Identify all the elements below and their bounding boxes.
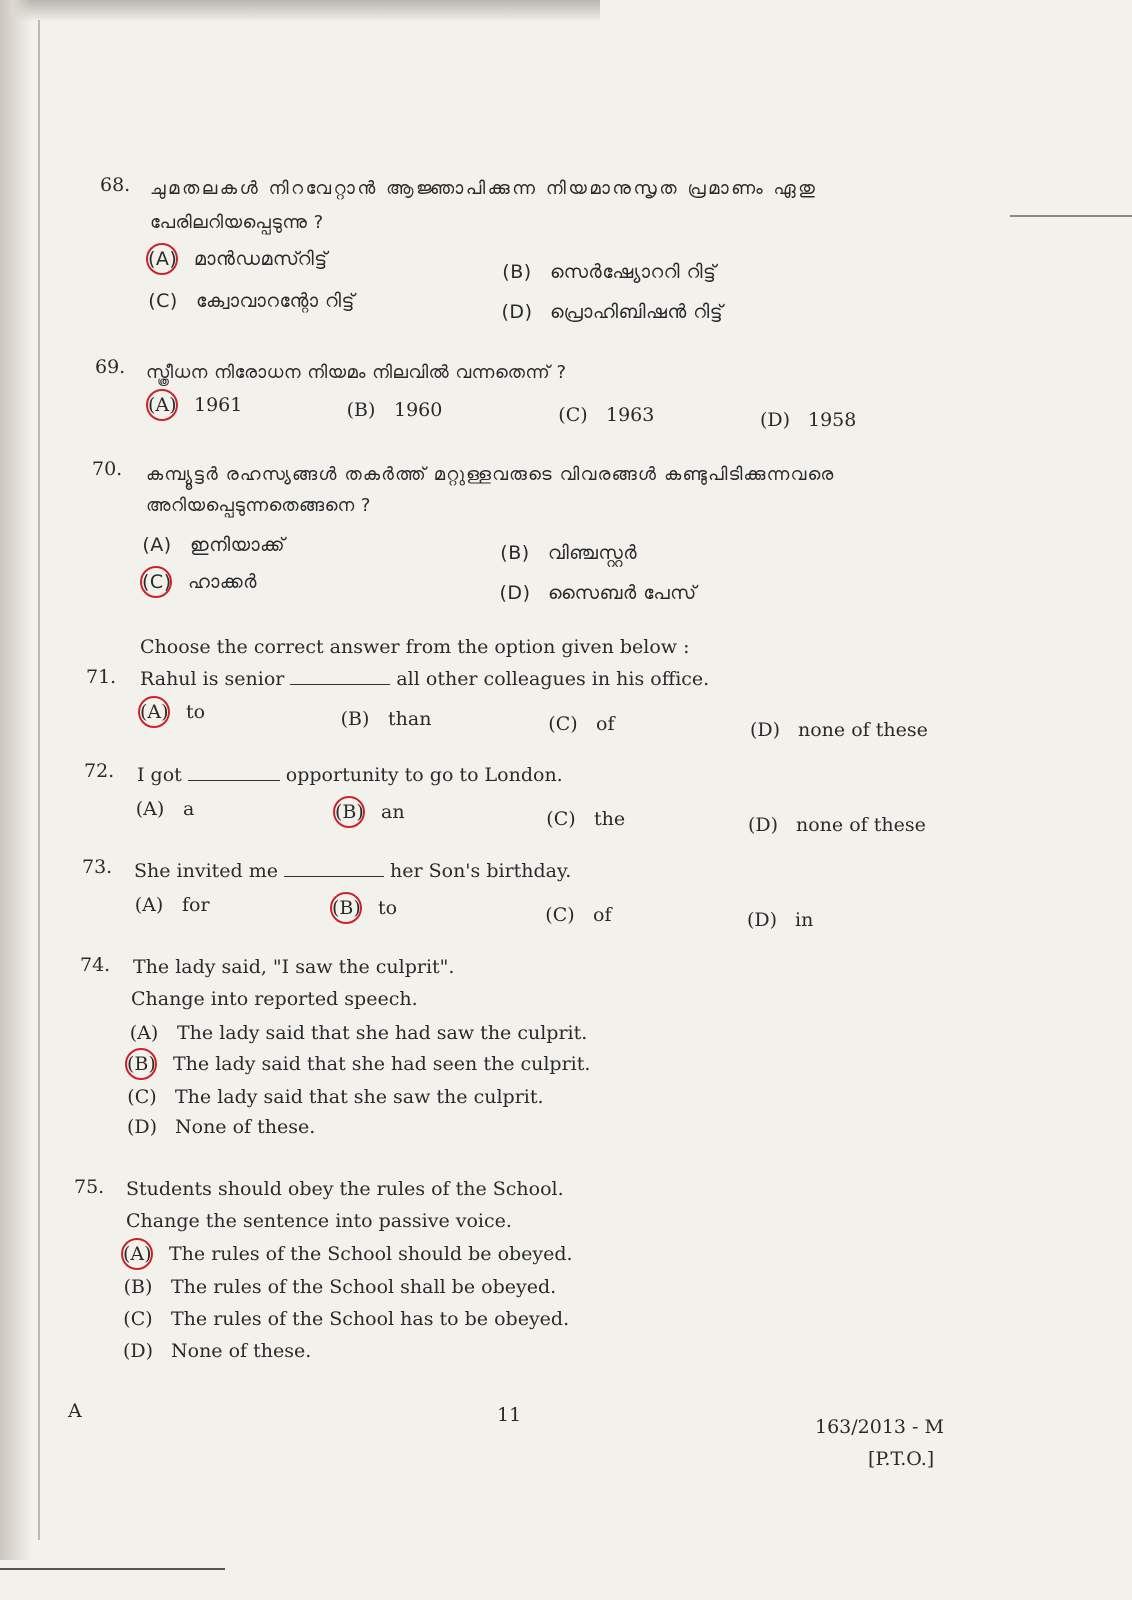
- question-text: She invited me her Son's birthday.: [134, 860, 572, 882]
- option-text: in: [795, 909, 814, 931]
- option-text: ക്വോവാറന്റോ റിട്ട്: [196, 290, 355, 312]
- scan-shadow-top: [0, 0, 600, 22]
- option-text: The rules of the School should be obeyed.: [169, 1243, 573, 1265]
- option-d[interactable]: [498, 576, 697, 610]
- question-number: 72.: [84, 760, 115, 782]
- option-text: സെർഷ്യോററി റിട്ട്: [550, 261, 717, 283]
- option-label: (B): [500, 542, 530, 564]
- option-a[interactable]: [146, 389, 242, 421]
- option-text: of: [593, 904, 612, 926]
- option-a[interactable]: [127, 1016, 587, 1050]
- option-a[interactable]: [138, 696, 205, 728]
- option-label: (C): [548, 713, 578, 735]
- option-text: for: [182, 894, 210, 916]
- question-text-line2: Change the sentence into passive voice.: [126, 1210, 512, 1232]
- option-text: The rules of the School has to be obeyed.: [171, 1308, 570, 1330]
- question-text-line1: കമ്പ്യൂട്ടർ രഹസ്യങ്ങൾ തകർത്ത് മറ്റുള്ളവരുടെ വിവരങ്ങൾ കണ്ടുപിടിക്കുന്നവരെ: [146, 464, 835, 485]
- option-text: 1960: [394, 399, 443, 421]
- option-c[interactable]: [146, 284, 355, 318]
- option-d[interactable]: [748, 713, 928, 747]
- option-label: (A): [142, 534, 172, 556]
- option-label: (A): [129, 1022, 159, 1044]
- page-fold-line: [38, 20, 40, 1540]
- option-text: none of these: [796, 814, 926, 836]
- option-b[interactable]: [498, 536, 637, 570]
- option-b[interactable]: [344, 393, 442, 427]
- option-text: 1961: [194, 394, 243, 416]
- question-number: 73.: [82, 856, 113, 878]
- option-text: മാൻഡമസ്റിട്ട്: [194, 248, 328, 270]
- answer-blank: [284, 875, 384, 877]
- option-d[interactable]: [500, 295, 723, 329]
- option-text: The lady said that she had saw the culprit.: [177, 1022, 588, 1044]
- question-text-line1: Students should obey the rules of the School.: [126, 1178, 564, 1200]
- question-text-line1: ചുമതലകൾ നിറവേറ്റാൻ ആജ്ഞാപിക്കുന്ന നിയമാനുസൃത പ്രമാണം ഏതു: [150, 178, 818, 199]
- question-number: 75.: [74, 1176, 105, 1198]
- option-text: The rules of the School shall be obeyed.: [171, 1276, 557, 1298]
- question-number: 68.: [100, 174, 131, 196]
- option-b[interactable]: [333, 796, 405, 828]
- option-c[interactable]: [544, 802, 625, 836]
- option-text: of: [596, 713, 615, 735]
- option-d[interactable]: [746, 808, 926, 842]
- option-label: (C): [148, 290, 178, 312]
- option-text: none of these: [798, 719, 928, 741]
- question-text-line2: പേരിലറിയപ്പെടുന്നു ?: [150, 212, 324, 233]
- page-number: 11: [497, 1404, 522, 1426]
- option-label: (D): [501, 301, 533, 323]
- option-text: 1958: [808, 409, 857, 431]
- option-label: (D): [747, 814, 779, 836]
- option-label: (D): [749, 719, 781, 741]
- option-label-circled: (B): [333, 796, 365, 828]
- option-text: to: [186, 701, 206, 723]
- option-label: (D): [122, 1340, 154, 1362]
- option-a[interactable]: [132, 888, 210, 922]
- answer-blank: [188, 779, 280, 781]
- option-a[interactable]: [133, 792, 194, 826]
- option-text: 1963: [606, 404, 655, 426]
- option-label: (C): [546, 808, 576, 830]
- question-number: 69.: [95, 356, 126, 378]
- option-text: പ്രൊഹിബിഷൻ റിട്ട്: [550, 301, 724, 323]
- option-label-circled: (A): [146, 243, 178, 275]
- exam-code: 163/2013 - M: [815, 1416, 944, 1438]
- option-c[interactable]: [140, 566, 257, 598]
- question-text-line1: The lady said, "I saw the culprit".: [133, 956, 455, 978]
- option-text: ഇനിയാക്ക്: [190, 534, 286, 556]
- series-code: A: [68, 1400, 82, 1422]
- question-text: I got opportunity to go to London.: [137, 764, 563, 786]
- option-text: The lady said that she had seen the culprit.: [173, 1053, 591, 1075]
- option-text: The lady said that she saw the culprit.: [175, 1086, 544, 1108]
- option-text: an: [381, 801, 405, 823]
- option-text: None of these.: [171, 1340, 312, 1362]
- option-b[interactable]: [338, 702, 431, 736]
- bottom-edge-line: [0, 1568, 225, 1570]
- option-label-circled: (B): [125, 1048, 157, 1080]
- option-d[interactable]: [758, 403, 856, 437]
- option-label-circled: (A): [146, 389, 178, 421]
- option-label: (B): [502, 261, 532, 283]
- option-b[interactable]: [500, 255, 716, 289]
- option-label: (B): [346, 399, 376, 421]
- option-label: (B): [123, 1276, 153, 1298]
- option-a[interactable]: [121, 1238, 573, 1270]
- option-c[interactable]: [546, 707, 614, 741]
- option-label: (C): [127, 1086, 157, 1108]
- option-d[interactable]: [125, 1110, 315, 1144]
- option-text: None of these.: [175, 1116, 316, 1138]
- option-text: to: [378, 897, 398, 919]
- question-text-line2: Change into reported speech.: [131, 988, 418, 1010]
- option-c[interactable]: [121, 1302, 569, 1336]
- option-a[interactable]: [146, 243, 328, 275]
- option-c[interactable]: [543, 898, 611, 932]
- answer-blank: [290, 683, 390, 685]
- option-label-circled: (B): [330, 892, 362, 924]
- option-text: സൈബർ പേസ്: [548, 582, 697, 604]
- option-label: (D): [126, 1116, 158, 1138]
- option-label-circled: (A): [121, 1238, 153, 1270]
- option-label: (D): [746, 909, 778, 931]
- option-label: (D): [759, 409, 791, 431]
- option-b[interactable]: [330, 892, 397, 924]
- question-text-line2: അറിയപ്പെടുന്നതെങ്ങനെ ?: [146, 495, 371, 516]
- option-b[interactable]: [125, 1048, 590, 1080]
- scan-shadow-left: [0, 0, 32, 1560]
- option-label: (D): [499, 582, 531, 604]
- option-b[interactable]: [121, 1270, 556, 1304]
- option-text: വിഞ്ചസ്റ്റർ: [548, 542, 638, 564]
- please-turn-over: [P.T.O.]: [868, 1448, 935, 1470]
- option-text: a: [183, 798, 195, 820]
- option-label: (C): [558, 404, 588, 426]
- question-number: 70.: [92, 458, 123, 480]
- option-d[interactable]: [745, 903, 813, 937]
- option-label: (A): [135, 798, 165, 820]
- question-number: 74.: [80, 954, 111, 976]
- option-text: ഹാക്കർ: [188, 571, 257, 593]
- option-label: (C): [123, 1308, 153, 1330]
- option-label-circled: (A): [138, 696, 170, 728]
- option-label: (B): [340, 708, 370, 730]
- option-c[interactable]: [556, 398, 654, 432]
- option-label: (C): [545, 904, 575, 926]
- question-text: Rahul is senior all other colleagues in his office.: [140, 668, 710, 690]
- option-c[interactable]: [125, 1080, 544, 1114]
- option-text: the: [594, 808, 626, 830]
- question-number: 71.: [86, 666, 117, 688]
- option-text: than: [388, 708, 432, 730]
- section-instruction: Choose the correct answer from the option given below :: [140, 636, 690, 658]
- option-d[interactable]: [121, 1334, 311, 1368]
- question-text-line1: സ്ത്രീധന നിരോധന നിയമം നിലവിൽ വന്നതെന്ന് ?: [146, 362, 567, 383]
- option-label: (A): [134, 894, 164, 916]
- margin-rule: [1010, 215, 1132, 217]
- option-label-circled: (C): [140, 566, 172, 598]
- option-a[interactable]: [140, 528, 285, 562]
